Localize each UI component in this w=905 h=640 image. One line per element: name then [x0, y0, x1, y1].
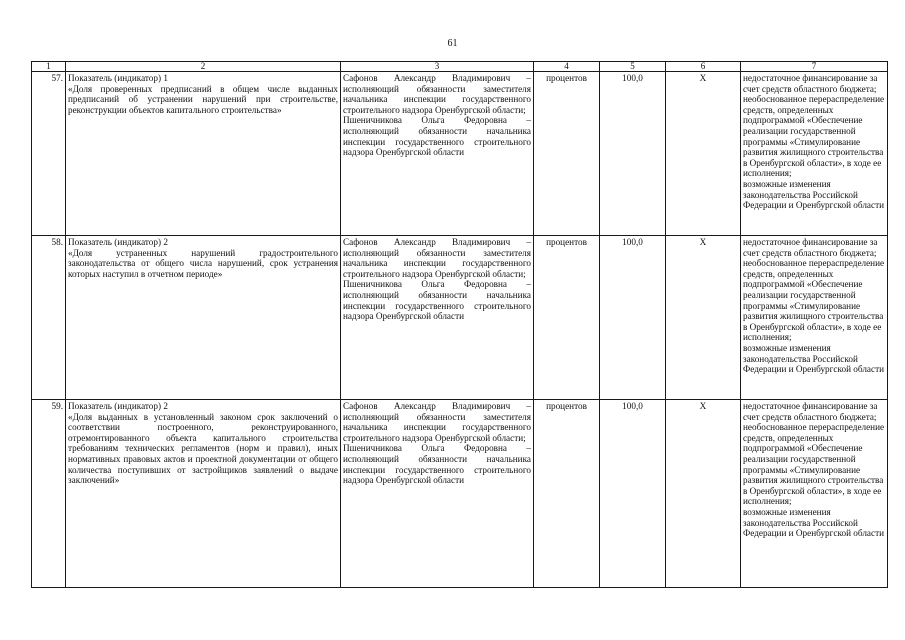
indicator-text: «Доля проверенных предписаний в общем числе выданных предписаний об устранении нарушений при строительстве, реконструкции объектов капитального строительства» [68, 83, 338, 115]
page-number: 61 [447, 38, 458, 49]
indicator-title: Показатель (индикатор) 1 [68, 73, 168, 83]
risk-item: необоснованное перераспределение средств, определенных подпрограммой «Обеспечение реализации государственной программы «Стимулирование развития жилищного строительства в Оренбургской области», в ходе ее исполнения; [743, 258, 885, 343]
column-header: 3 [341, 62, 534, 72]
risk-item: недостаточное финансирование за счет средств областного бюджета; [743, 401, 878, 422]
risk-item: возможные изменения законодательства Российской Федерации и Оренбургской области [743, 178, 884, 211]
risk-item: недостаточное финансирование за счет средств областного бюджета; [743, 73, 878, 94]
value-cell: 100,0 [600, 400, 666, 588]
column-header: 1 [32, 62, 66, 72]
indicator-title: Показатель (индикатор) 2 [68, 237, 168, 247]
responsible-person: Сафонов Александр Владимирович – исполняющий обязанности заместителя начальника инспекции государственного строительного надзора Оренбургской области; [343, 73, 531, 115]
unit-cell: процентов [534, 236, 600, 400]
row-number: 57. [32, 72, 66, 236]
indicator-text: «Доля устраненных нарушений градостроительного законодательства от общего числа нарушений, срок устранения которых наступил в отчетном периоде» [68, 247, 338, 279]
responsible-cell [341, 236, 534, 400]
responsible-person: Сафонов Александр Владимирович – исполняющий обязанности заместителя начальника инспекции государственного строительного надзора Оренбургской области; [343, 401, 531, 443]
column-header: 7 [741, 62, 888, 72]
risk-item: необоснованное перераспределение средств, определенных подпрограммой «Обеспечение реализации государственной программы «Стимулирование развития жилищного строительства в Оренбургской области», в ходе ее исполнения; [743, 94, 885, 179]
table-row [32, 236, 888, 400]
responsible-cell [341, 400, 534, 588]
column-number-header-row [32, 62, 888, 72]
risk-item: возможные изменения законодательства Российской Федерации и Оренбургской области [743, 342, 884, 375]
table-row [32, 400, 888, 588]
responsible-person: Пшеничникова Ольга Федоровна – исполняющий обязанности начальника инспекции государственного строительного надзора Оренбургской области [343, 115, 531, 158]
column-header: 5 [600, 62, 666, 72]
indicator-text: «Доля выданных в установленный законом срок заключений о соответствии построенного, реконструированного, отремонтированного объекта капитального строительства требованиям технических регламентов (норм и правил), иных нормативных правовых актов и проектной документации от общего количества поступивших от застройщиков заявлений о выдаче заключений» [68, 411, 338, 486]
risks-cell [741, 236, 888, 400]
responsible-person: Пшеничникова Ольга Федоровна – исполняющий обязанности начальника инспекции государственного строительного надзора Оренбургской области [343, 443, 531, 486]
column-header: 2 [66, 62, 341, 72]
unit-cell: процентов [534, 400, 600, 588]
row-number: 58. [32, 236, 66, 400]
indicator-cell [66, 72, 341, 236]
indicator-cell [66, 400, 341, 588]
indicators-table [31, 61, 888, 588]
indicator-cell [66, 236, 341, 400]
row-number: 59. [32, 400, 66, 588]
table-row [32, 72, 888, 236]
indicator-title: Показатель (индикатор) 2 [68, 401, 168, 411]
risks-cell [741, 72, 888, 236]
unit-cell: процентов [534, 72, 600, 236]
column-header: 4 [534, 62, 600, 72]
mark-cell: X [666, 72, 741, 236]
value-cell: 100,0 [600, 236, 666, 400]
responsible-person: Пшеничникова Ольга Федоровна – исполняющий обязанности начальника инспекции государственного строительного надзора Оренбургской области [343, 279, 531, 322]
column-header: 6 [666, 62, 741, 72]
mark-cell: X [666, 236, 741, 400]
responsible-cell [341, 72, 534, 236]
risk-item: недостаточное финансирование за счет средств областного бюджета; [743, 237, 878, 258]
risk-item: необоснованное перераспределение средств, определенных подпрограммой «Обеспечение реализации государственной программы «Стимулирование развития жилищного строительства в Оренбургской области», в ходе ее исполнения; [743, 422, 885, 507]
risks-cell [741, 400, 888, 588]
risk-item: возможные изменения законодательства Российской Федерации и Оренбургской области [743, 506, 884, 539]
value-cell: 100,0 [600, 72, 666, 236]
mark-cell: X [666, 400, 741, 588]
responsible-person: Сафонов Александр Владимирович – исполняющий обязанности заместителя начальника инспекции государственного строительного надзора Оренбургской области; [343, 237, 531, 279]
